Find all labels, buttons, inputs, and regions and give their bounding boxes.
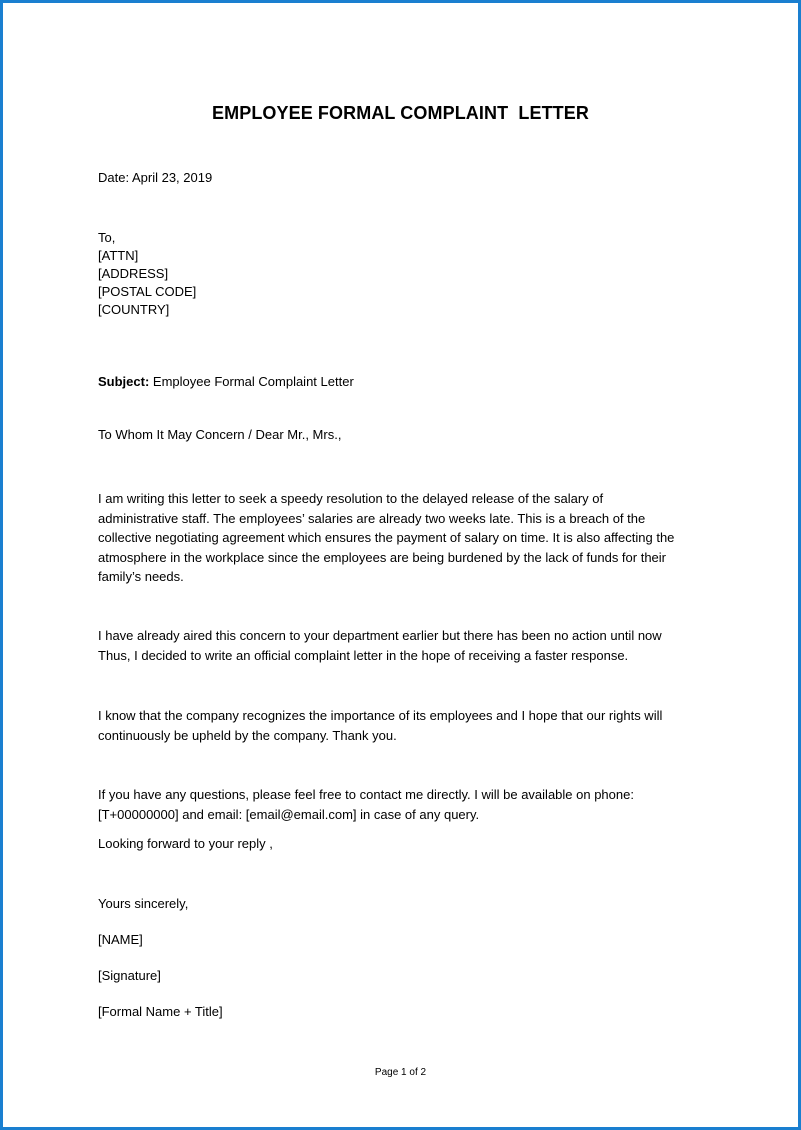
signature-placeholder: [Signature] bbox=[98, 968, 161, 983]
paragraph-line: continuously be upheld by the company. Thank you. bbox=[98, 727, 397, 743]
page-number: Page 1 of 2 bbox=[374, 1067, 427, 1078]
body-paragraph-2 bbox=[98, 626, 708, 665]
subject-line bbox=[98, 372, 354, 391]
subject-label: Subject: bbox=[98, 374, 150, 389]
paragraph-line: collective negotiating agreement which ensures the payment of salary on time. It is also affecting the bbox=[98, 530, 675, 545]
subject-text: Employee Formal Complaint Letter bbox=[149, 374, 354, 389]
recipient-address: [ADDRESS] bbox=[98, 266, 169, 281]
paragraph-line: administrative staff. The employees’ salaries are already two weeks late. This is a breach of the bbox=[98, 510, 646, 526]
recipient-to: To, bbox=[98, 230, 116, 245]
salutation: To Whom It May Concern / Dear Mr., Mrs., bbox=[98, 427, 342, 442]
body-paragraph-3 bbox=[98, 706, 708, 745]
paragraph-line: [T+00000000] and email: [email@email.com] in case of any query. bbox=[98, 806, 480, 822]
body-paragraph-4 bbox=[98, 785, 708, 824]
recipient-country: [COUNTRY] bbox=[98, 302, 170, 317]
closing-line: Looking forward to your reply , bbox=[98, 836, 273, 851]
sign-off: Yours sincerely, bbox=[98, 896, 189, 911]
document-title: EMPLOYEE FORMAL COMPLAINT LETTER bbox=[212, 103, 589, 123]
letter-date: Date: April 23, 2019 bbox=[98, 170, 213, 185]
recipient-attn: [ATTN] bbox=[98, 248, 139, 263]
paragraph-line: Thus, I decided to write an official complaint letter in the hope of receiving a faster response. bbox=[98, 647, 629, 663]
paragraph-line: If you have any questions, please feel free to contact me directly. I will be available on phone: bbox=[98, 787, 634, 802]
recipient-postal-code: [POSTAL CODE] bbox=[98, 284, 197, 299]
paragraph-line: atmosphere in the workplace since the employees are being burdened by the lack of funds for their bbox=[98, 549, 667, 565]
formal-name-title: [Formal Name + Title] bbox=[98, 1004, 223, 1019]
paragraph-line: I am writing this letter to seek a speedy resolution to the delayed release of the salary of bbox=[98, 491, 604, 506]
sender-name: [NAME] bbox=[98, 932, 143, 947]
paragraph-line: I have already aired this concern to your department earlier but there has been no action until now bbox=[98, 628, 662, 643]
paragraph-line: I know that the company recognizes the importance of its employees and I hope that our rights will bbox=[98, 708, 663, 723]
paragraph-line: family’s needs. bbox=[98, 569, 184, 584]
body-paragraph-1 bbox=[98, 489, 708, 587]
